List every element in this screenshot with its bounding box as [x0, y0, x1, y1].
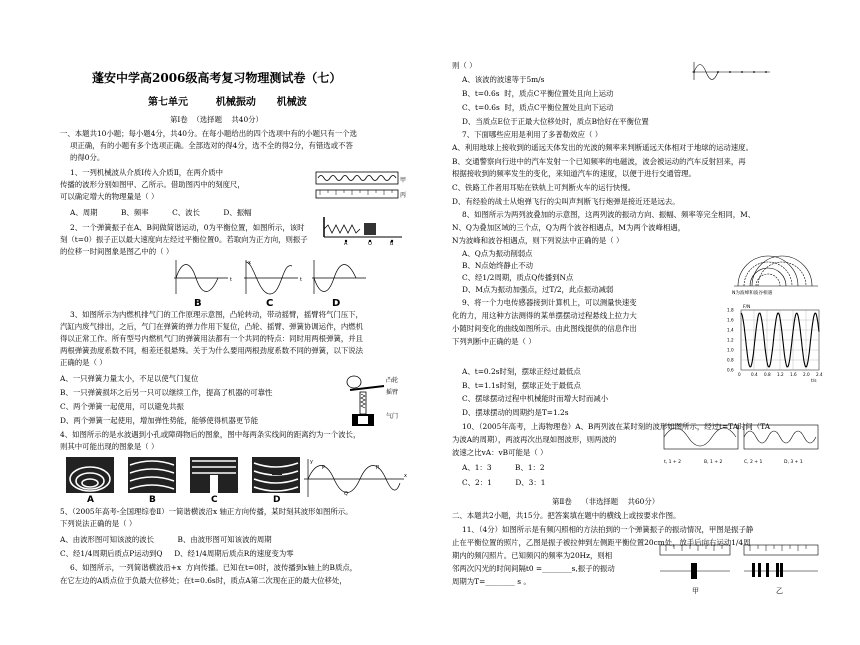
- question-6-option-d: D、当质点E位于正最大位移处时，质点B恰好在平衡位置: [462, 117, 649, 126]
- option-b-label: B: [149, 495, 156, 503]
- x-tick-label: 0: [738, 372, 741, 377]
- question-10-options: C、2：1 D、3：1: [462, 478, 546, 487]
- question-1-options: A、周期 B、频率 C、波长 D、振幅: [70, 208, 252, 217]
- y-tick-label: 1.4: [727, 327, 734, 333]
- question-5-text: 5、（2005年高考-全国理综卷Ⅱ）一简谐横波沿x 轴正方向传播，某时刻其波形如图所示。: [60, 507, 353, 516]
- instructions-line: 一、本题共10小题；每小题4分，共40分。在每小题给出的四个选项中有的小题只有一个选: [60, 129, 357, 138]
- question-6-text: 在它左边的A质点位于负最大位移处；在t=0.6s时，质点A第二次现在正的最大位移处，: [60, 576, 347, 585]
- question-9-text: 9、将一个力电传感器接到计算机上，可以测量快速变: [462, 298, 637, 307]
- option-c-label: C: [211, 495, 218, 503]
- part1-heading: 第Ⅰ卷 （选择题 共40分）: [170, 115, 263, 124]
- question-7-option-a: A、利用地球上接收到的遥远天体发出的光波的频率来判断遥远天体相对于地球的运动速度。: [452, 143, 753, 152]
- point-r-label: R: [376, 465, 380, 471]
- question-9-option-d: D、摆球摆动的周期约是T=1.2s: [462, 408, 569, 417]
- question-1-figure: [312, 168, 408, 208]
- question-4-text: 则其中可能出现的图象是（ ）: [60, 442, 159, 451]
- x-tick-label: 0.8: [764, 372, 771, 377]
- y-axis-label: y: [310, 459, 313, 465]
- x-tick-label: 2.0: [803, 372, 810, 377]
- question-3-text: 3、如图所示为内燃机排气门的工作原理示意图，凸轮转动，带动摇臂，摇臂将气门压下，: [70, 310, 363, 319]
- question-6-option-c: C、t=0.6s 时，质点C平衡位置处且向下运动: [462, 103, 614, 112]
- question-1-text: 1、一列机械波从介质Ⅰ传入介质Ⅱ，在两介质中: [70, 168, 224, 177]
- question-7-option-d: D、有经验的战士从炮弹飞行的尖叫声判断飞行炮弹是接近还是远去。: [452, 197, 680, 206]
- question-3-option-b: B、一只弹簧损坏之后另一只可以继续工作，提高了机器的可靠性: [60, 388, 273, 397]
- question-3-text: 正确的是（ ）: [60, 358, 107, 367]
- q10-caption: B, 1 + 2: [704, 460, 723, 465]
- question-6-option-b: B、t=0.6s 时，质点C平衡位置处且向上运动: [462, 89, 614, 98]
- question-6-wave-figure: [690, 60, 772, 82]
- point-a-label: A: [344, 241, 348, 245]
- question-10-text: 为波A的周期），两波再次出现如图波形，则两波的: [452, 435, 617, 444]
- x-tick-label: 1.2: [777, 372, 784, 377]
- question-9-force-chart: [725, 300, 825, 382]
- question-10-text: 10、（2005年高考，上海物理卷）A、B两列波在某时刻的波形如图所示，经过t=TA时间（TA: [462, 422, 771, 431]
- y-tick-label: 1.0: [727, 347, 734, 353]
- question-3-option-c: C、两个弹簧一起使用，可以避免共振: [60, 402, 184, 411]
- valve-label: 气门: [386, 413, 399, 420]
- question-9-text: 小随时间变化的曲线如图所示。由此图线提供的信息作出: [452, 324, 637, 333]
- point-p-label: P: [322, 465, 326, 471]
- question-3-option-d: D、两个弹簧一起使用，增加弹性势能，能够使得机器更节能: [60, 416, 259, 425]
- question-5-wave-figure: [300, 455, 410, 503]
- question-2-spring-figure: [322, 215, 404, 245]
- question-6-option-a: A、该波的波速等于5m/s: [462, 75, 545, 84]
- question-5-options: C、经1/4周期后质点P运动到Q D、经1/4周期后质点R的速度变为零: [60, 549, 294, 558]
- question-4-text: 4、如图所示的是水波遇到小孔或障碍物后的图象，图中每两条实线间的距离约为一个波长，: [60, 430, 361, 439]
- figure-8-caption: N为波峰和波谷相遇: [732, 291, 773, 296]
- y-tick-label: 1.2: [727, 337, 734, 343]
- question-2-text: 刻（t=0）振子正以最大速度向左经过平衡位置0。若取向为正方向，则振子: [60, 235, 308, 244]
- y-tick-label: 0.6: [727, 367, 734, 373]
- y-tick-label: 0.8: [727, 357, 734, 363]
- x-tick-label: 1.6: [790, 372, 797, 377]
- question-9-option-a: A、t=0.2s时刻，摆球正经过最低点: [462, 367, 581, 376]
- question-8-option-c: C、经1/2周期，质点Q传播到N点: [462, 273, 574, 282]
- question-8-option-d: D、M点为振动加强点，过T/2，此点振动减弱: [462, 285, 614, 294]
- t-axis-label: t: [230, 277, 232, 283]
- question-7-text: 7、下面哪些应用是利用了多普勒效应（ ）: [462, 130, 603, 139]
- fig1-label-jia: 甲: [400, 177, 407, 184]
- x-axis-label: x: [248, 260, 251, 266]
- option-b-label: B: [194, 298, 202, 308]
- point-b-label: B: [390, 241, 394, 245]
- question-6-continued: 则（ ）: [452, 61, 477, 70]
- q10-caption: C, 2 + 1: [744, 460, 763, 465]
- question-9-text: 化的力，用这种方法测得的某单摆摆动过程悬线上拉力大: [452, 311, 637, 320]
- x-axis-label: t/s: [811, 379, 817, 382]
- y-axis-label: F/N: [743, 305, 751, 310]
- unit-heading: 第七单元 机械振动 机械波: [148, 97, 307, 108]
- question-5-text: 下列说法正确的是（ ）: [60, 519, 137, 528]
- question-1-text: 可以确定增大的物理量是（ ）: [60, 192, 159, 201]
- cam-label: 凸轮: [386, 377, 399, 384]
- point-q-label: Q: [344, 491, 348, 497]
- question-8-text: N、Q为叠加区域的三个点，Q为两个波谷相遇点，M为两个波峰相遇，: [452, 223, 686, 232]
- question-11-strobe-figure: [658, 541, 822, 599]
- question-4-figures: [60, 455, 306, 503]
- question-8-superposition-figure: [732, 252, 822, 296]
- instructions-line: 的得0分。: [70, 153, 105, 162]
- question-2-option-graphs: [170, 258, 370, 308]
- y-tick-label: 1.6: [727, 317, 734, 323]
- question-5-options: A、由波形图可知该波的波长 B、由波形图可知该波的周期: [60, 535, 272, 544]
- page-title: 蓬安中学高2006级高考复习物理测试卷（七）: [92, 71, 342, 85]
- question-8-option-b: B、N点始终静止不动: [462, 261, 534, 270]
- t-axis-label: t: [300, 277, 302, 283]
- question-9-option-b: B、t=1.1s时刻，摆球正处于最低点: [462, 381, 581, 390]
- section-2-instructions: 二、本题共2小题，共15分。把答案填在题中的横线上或按要求作图。: [452, 511, 681, 520]
- question-3-text: 得以正常工作。所有型号内燃机气门的弹簧用法都有一个共同的特点：同时用两根弹簧，并且: [60, 334, 364, 343]
- x-tick-label: 2.4: [816, 372, 823, 377]
- x-tick-label: 0.4: [751, 372, 758, 377]
- y-tick-label: 1.8: [727, 307, 734, 313]
- question-11-text: 期内的频闪照片。已知频闪的频率为20Hz，则相: [452, 551, 613, 560]
- question-3-option-a: A、一只弹簧力量太小，不足以使气门复位: [60, 374, 199, 383]
- point-o-label: O: [368, 241, 372, 245]
- question-10-options: A、1：3 B、1：2: [462, 463, 545, 472]
- question-1-text: 传播的波形分别如图甲、乙所示。借助图丙中的刻度尺，: [60, 180, 245, 189]
- option-a-label: A: [87, 495, 94, 503]
- question-7-option-b: 根据接收到的频率发生的变化，来知道汽车的速度，以便于进行交通管理。: [452, 169, 696, 178]
- fig11-label-yi: 乙: [776, 587, 783, 595]
- question-11-text: 止在平衡位置的照片，乙图是振子被拉伸到左侧距平衡位置20cm处，放手后向右运动1/4周: [452, 538, 751, 547]
- part2-heading: 第Ⅱ卷 （非选择题 共60分）: [552, 497, 660, 506]
- x-axis-label: x: [404, 473, 407, 479]
- question-8-text: N为波峰和波谷相遇点，则下列说法中正确的是（ ）: [452, 236, 624, 245]
- question-9-text: 下列判断中正确的是（ ）: [452, 337, 536, 346]
- question-3-text: 汽缸内废气排出，之后，气门在弹簧的弹力作用下复位，凸轮、摇臂、弹簧协调运作，内燃机: [60, 322, 364, 331]
- fig11-label-jia: 甲: [692, 587, 699, 595]
- question-3-text: 两根弹簧劲度系数不同，相差还很悬殊。关于为什么要用两根劲度系数不同的弹簧，以下说法: [60, 346, 364, 355]
- option-d-label: D: [273, 495, 281, 503]
- question-6-text: 6、如图所示，一列简谐横波沿+x 方向传播。已知在t=0时，波传播到x轴上的B质点，: [70, 563, 358, 572]
- question-11-text: 11、（4分）如图所示是有频闪照相的方法拍到的一个弹簧振子的振动情况，甲图是振子静: [462, 525, 754, 534]
- question-10-wave-figure: [662, 423, 822, 468]
- question-2-text: 的位移一时间图象是图乙中的（ ）: [60, 247, 174, 256]
- fig1-label-bing: 丙: [400, 192, 407, 199]
- question-11-answer-blank: 周期为T=________ s 。: [452, 577, 531, 586]
- question-8-option-a: A、Q点为振动削弱点: [462, 249, 533, 258]
- q10-caption: D, 3 + 1: [784, 460, 803, 465]
- option-d-label: D: [332, 298, 341, 308]
- question-7-option-b: B、交通警察向行进中的汽车发射一个已知频率的电磁波，波会被运动的汽车反射回来，再: [452, 157, 746, 166]
- question-8-text: 8、如图所示为两列波叠加的示意图，这两列波的振动方向、振幅、频率等完全相同，M、: [462, 210, 756, 219]
- q10-caption: t, 1 + 2: [664, 460, 681, 465]
- question-11-answer-blank: 邻两次闪光的时间间隔t0 =________s,振子的振动: [452, 564, 615, 573]
- question-7-option-c: C、铁路工作者用耳贴在铁轨上可判断火车的运行快慢。: [452, 183, 636, 192]
- instructions-line: 项正确，有的小题有多个选项正确。全部选对的得4分，选不全的得2分，有错选或不答: [70, 141, 353, 150]
- question-9-option-c: C、摆球摆动过程中机械能时而增大时而减小: [462, 394, 609, 403]
- question-3-valve-figure: [340, 372, 412, 430]
- option-c-label: C: [266, 298, 274, 308]
- rocker-label: 摇臂: [386, 389, 399, 396]
- question-10-text: 波速之比vA：vB可能是（ ）: [452, 448, 548, 457]
- question-2-text: 2、一个弹簧振子在A、B间做简谐运动，0为平衡位置，如图所示，该时: [70, 223, 305, 232]
